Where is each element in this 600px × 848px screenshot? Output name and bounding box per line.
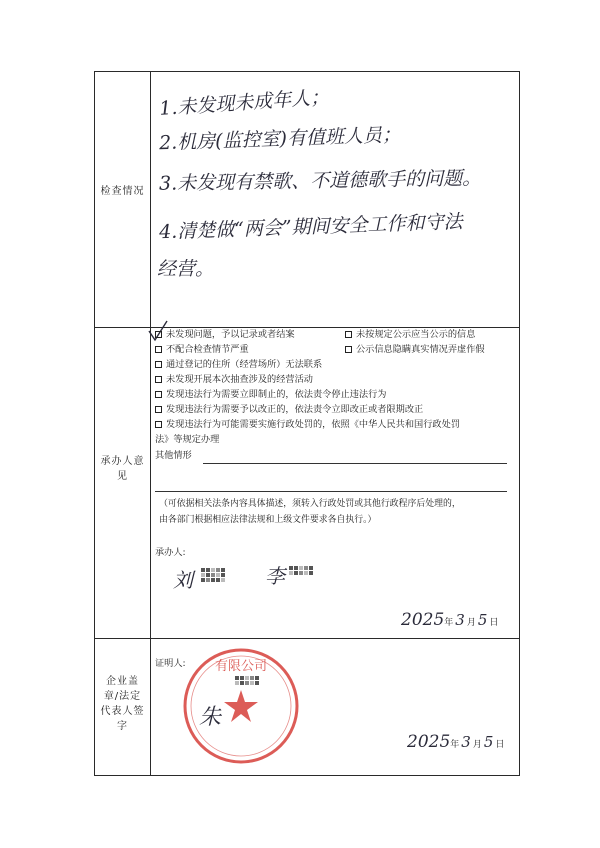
redacted-signature [201,568,225,582]
checkbox-icon[interactable] [155,406,162,413]
inspection-label: 检查情况 [100,186,145,197]
enterprise-signature: 朱 [199,705,222,730]
option-penalty-cont: 法》等规定办理 [155,434,220,445]
option-no-issue[interactable]: 未发现问题，予以记录或者结案 [155,329,295,341]
other-situation-line [203,463,507,464]
option-no-activity[interactable]: 未发现开展本次抽查涉及的经营活动 [155,374,313,386]
option-administrative-penalty[interactable]: 发现违法行为可能需要实施行政处罚的，依照《中华人民共和国行政处罚 [155,419,460,431]
enterprise-label: 企业盖章/法定代表人签字 [100,676,145,732]
handler-date: 2025年 3 月 5 日 [401,610,499,630]
opinion-label: 承办人意见 [100,456,145,482]
inspection-note-3: 3.未发现有禁歌、不道德歌手的问题。 [158,167,482,195]
option-false-info[interactable]: 公示信息隐瞒真实情况弄虚作假 [345,344,485,356]
option-stop-violation[interactable]: 发现违法行为需要立即制止的，依法责令停止违法行为 [155,389,387,401]
witness-label: 证明人: [155,658,186,669]
checkbox-icon[interactable] [155,361,162,368]
option-not-published[interactable]: 未按规定公示应当公示的信息 [345,329,475,341]
other-situation-line-2 [155,491,507,492]
enterprise-date: 2025年 3 月 5 日 [407,732,505,752]
inspection-form [94,71,520,776]
inspection-note-1: 1.未发现未成年人； [158,86,330,120]
checkbox-icon[interactable] [155,346,162,353]
checkbox-icon[interactable] [155,391,162,398]
row-divider [95,638,519,639]
legal-note-line-1: （可依据相关法条内容具体描述，须转入行政处罚或其他行政程序后处理的， [159,499,461,509]
inspection-note-2: 2.机房(监控室)有值班人员； [158,123,402,155]
inspection-note-4: 4.清楚做“两会”期间安全工作和守法 [158,210,463,244]
checkbox-icon[interactable] [155,331,162,338]
handler-label: 承办人: [155,547,186,558]
inspection-note-5: 经营。 [157,258,215,280]
column-divider [150,72,151,775]
seal-text: 有限公司 [214,659,268,674]
other-situation-label: 其他情形 [155,450,192,461]
redacted-signature [235,676,259,685]
option-non-cooperation[interactable]: 不配合检查情节严重 [155,344,249,356]
option-unreachable[interactable]: 通过登记的住所（经营场所）无法联系 [155,359,322,371]
checkbox-icon[interactable] [155,376,162,383]
checkbox-icon[interactable] [345,331,352,338]
legal-note-line-2: 由各部门根据相应法律法规和上级文件要求各自执行。） [159,515,377,525]
option-correct-violation[interactable]: 发现违法行为需要予以改正的，依法责令立即改正或者限期改正 [155,404,423,416]
handler-signature-2: 李 [265,564,285,588]
handler-signature-1: 刘 [173,568,193,592]
redacted-signature [289,566,313,575]
checkbox-icon[interactable] [155,421,162,428]
checkbox-icon[interactable] [345,346,352,353]
